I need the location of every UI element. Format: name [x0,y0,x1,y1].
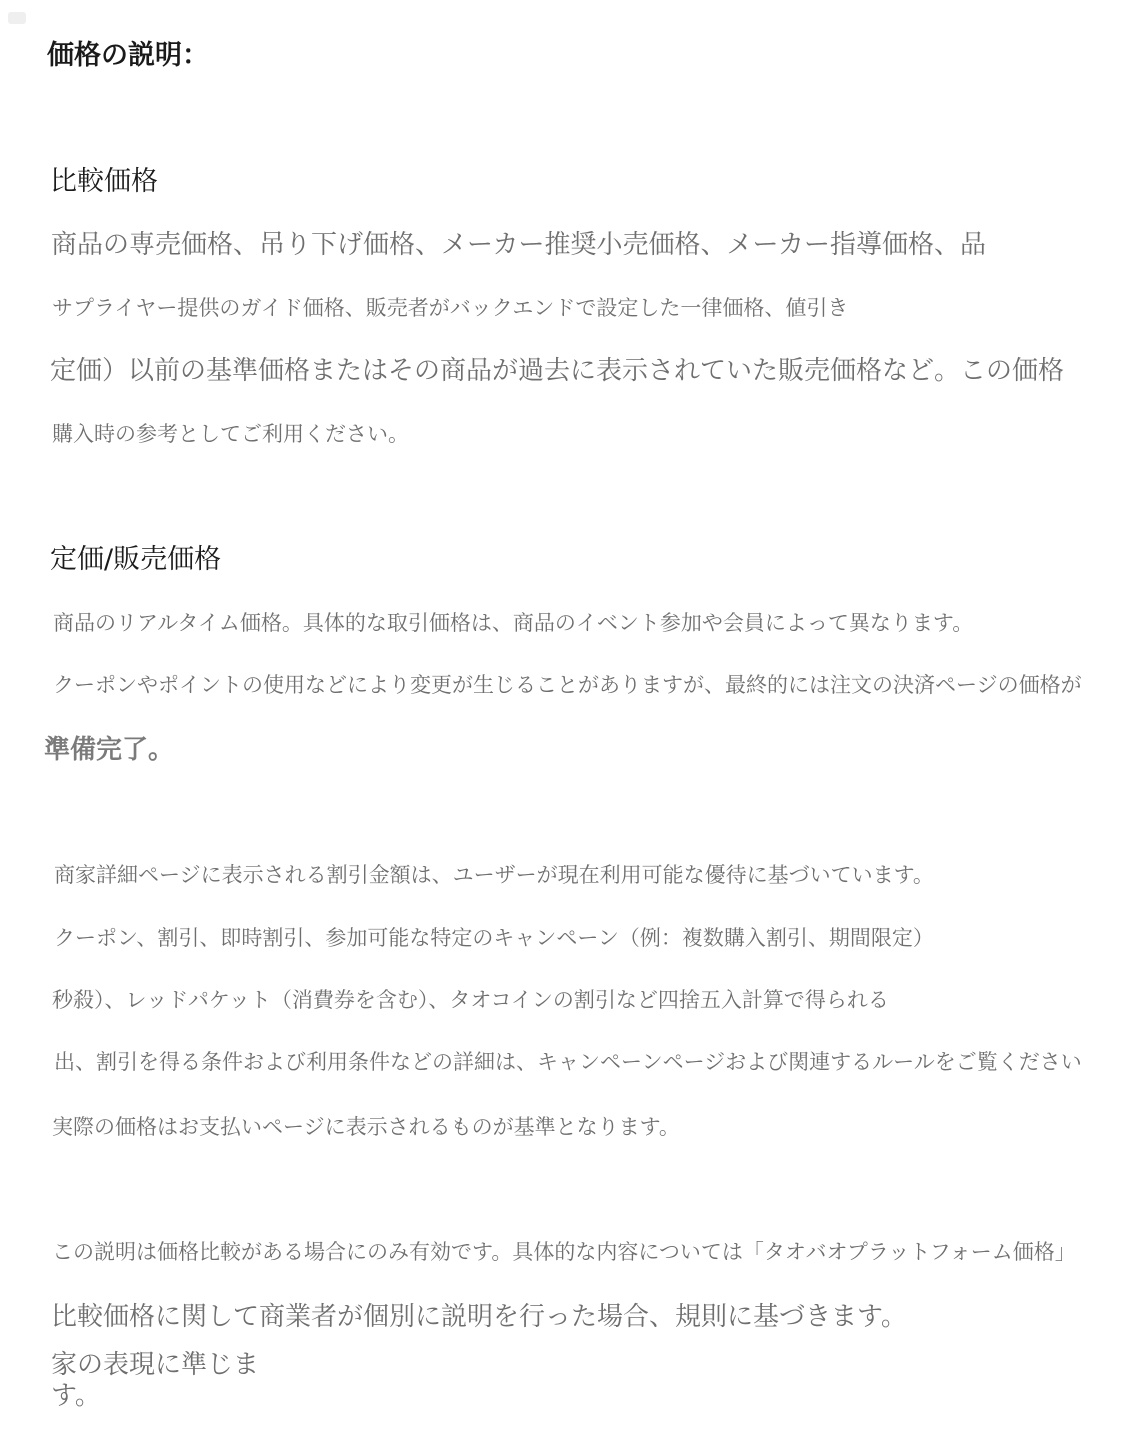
compare-price-line-4: 購入時の参考としてご利用ください。 [52,422,409,446]
corner-mark [8,12,26,24]
page-title: 価格の説明： [47,40,209,71]
discount-line-2: クーポン、割引、即時割引、参加可能な特定のキャンペーン（例：複数購入割引、期間限定） [54,926,934,950]
note-line-1: この説明は価格比較がある場合にのみ有効です。具体的な内容については「タオバオプラットフォーム価格」 [52,1240,1076,1264]
compare-price-line-2: サプライヤー提供のガイド価格、販売者がバックエンドで設定した一律価格、値引き [52,296,849,320]
sale-price-line-1: 商品のリアルタイム価格。具体的な取引価格は、商品のイベント参加や会員によって異なります。 [53,611,974,635]
note-line-4: す。 [51,1381,101,1411]
note-line-3: 家の表現に準じま [51,1350,260,1380]
compare-price-line-3: 定価）以前の基準価格またはその商品が過去に表示されていた販売価格など。この価格 [50,356,1065,386]
sale-price-heading: 定価/販売価格 [50,544,222,575]
note-line-2: 比較価格に関して商業者が個別に説明を行った場合、規則に基づきます。 [51,1302,907,1332]
discount-line-5: 実際の価格はお支払いページに表示されるものが基準となります。 [52,1115,680,1139]
compare-price-line-1: 商品の専売価格、吊り下げ価格、メーカー推奨小売価格、メーカー指導価格、品 [51,230,986,260]
discount-line-1: 商家詳細ページに表示される割引金額は、ユーザーが現在利用可能な優待に基づいています。 [54,863,934,887]
sale-price-line-2: クーポンやポイントの使用などにより変更が生じることがありますが、最終的には注文の決済ページの価格が [53,673,1082,697]
discount-line-3: 秒殺）、レッドパケット（消費券を含む）、タオコインの割引など四捨五入計算で得られる [52,988,889,1012]
discount-line-4: 出、割引を得る条件および利用条件などの詳細は、キャンペーンページおよび関連するルールをご覧ください [54,1050,1082,1074]
sale-price-line-3: 準備完了。 [44,735,175,765]
compare-price-heading: 比較価格 [50,166,158,197]
